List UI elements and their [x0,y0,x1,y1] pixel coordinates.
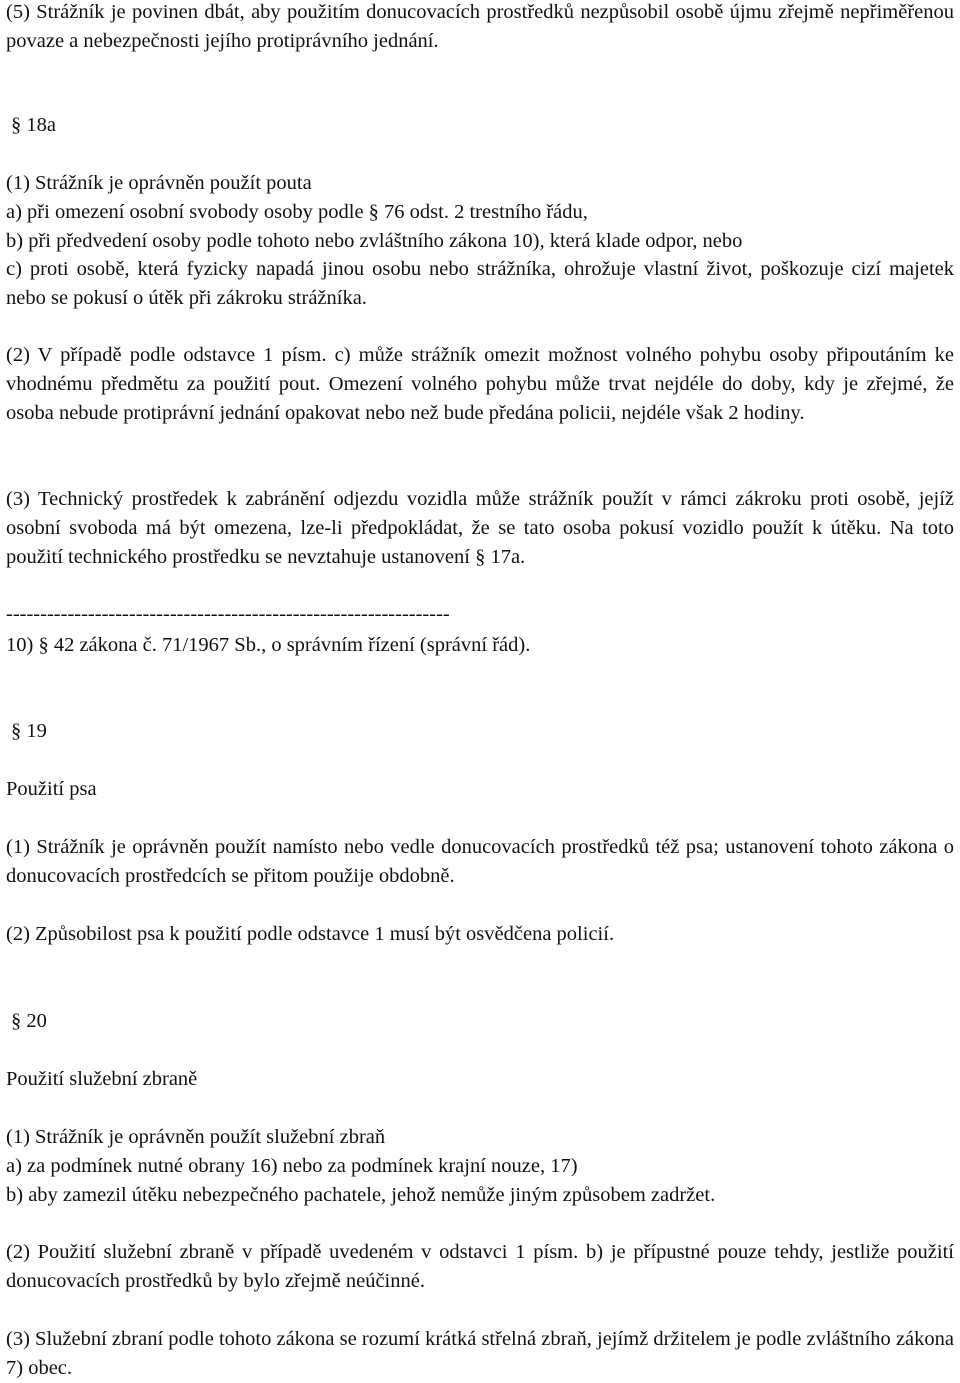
section-18a-paragraph-2: (2) V případě podle odstavce 1 písm. c) může strážník omezit možnost volného pohybu osoby připoutáním ke vhodnému předmětu za použití pout. Omezení volného pohybu může trvat nejdéle do doby, kdy je zřejmé, že osoba nebude protiprávní jednání opakovat nebo než bude předána policii, nejdéle však 2 hodiny. [6,344,954,424]
section-20-title: Použití služební zbraně [6,1068,198,1090]
list-item: c) proti osobě, která fyzicky napadá jinou osobu nebo strážníka, ohrožuje vlastní život, poškozuje cizí majetek nebo se pokusí o útěk při zákroku strážníka. [6,258,954,310]
list-item: a) za podmínek nutné obrany 16) nebo za podmínek krajní nouze, 17) [6,1154,578,1177]
footnote: 10) § 42 zákona č. 71/1967 Sb., o správním řízení (správní řád). [6,634,531,656]
section-19-paragraph-1: (1) Strážník je oprávněn použít namísto nebo vedle donucovacích prostředků též psa; ustanovení tohoto zákona o donucovacích prostředcích se přitom použije obdobně. [6,836,954,887]
list-item: (1) Strážník je oprávněn použít služební zbraň [6,1126,386,1148]
section-18a-paragraph-1 [6,169,954,313]
list-item: (1) Strážník je oprávněn použít pouta [6,172,312,194]
section-20-heading: § 20 [11,1010,47,1032]
paragraph-5: (5) Strážník je povinen dbát, aby použitím donucovacích prostředků nezpůsobil osobě újmu zřejmě nepřiměřenou povaze a nebezpečnosti jejího protiprávního jednání. [6,1,954,52]
list-item: b) aby zamezil útěku nebezpečného pachatele, jehož nemůže jiným způsobem zadržet. [6,1183,716,1206]
section-18a-paragraph-3: (3) Technický prostředek k zabránění odjezdu vozidla může strážník použít v rámci zákroku proti osobě, jejíž osobní svoboda má být omezena, lze-li předpokládat, že se tato osoba pokusí vozidlo použít k útěku. Na toto použití technického prostředku se nevztahuje ustanovení § 17a. [6,488,954,568]
footnote-separator: ----------------------------------------------------------------- [6,603,450,625]
section-19-title: Použití psa [6,778,97,800]
section-19-paragraph-2: (2) Způsobilost psa k použití podle odstavce 1 musí být osvědčena policií. [6,923,615,945]
section-19-heading: § 19 [11,720,47,742]
list-item: a) při omezení osobní svobody osoby podle § 76 odst. 2 trestního řádu, [6,200,588,223]
list-item: b) při předvedení osoby podle tohoto nebo zvláštního zákona 10), která klade odpor, nebo [6,229,743,252]
section-20-paragraph-3: (3) Služební zbraní podle tohoto zákona se rozumí krátká střelná zbraň, jejímž držitelem je podle zvláštního zákona 7) obec. [6,1328,954,1379]
section-20-paragraph-2: (2) Použití služební zbraně v případě uvedeném v odstavci 1 písm. b) je přípustné pouze tehdy, jestliže použití donucovacích prostředků by bylo zřejmě neúčinné. [6,1241,954,1292]
section-20-paragraph-1 [6,1123,954,1209]
section-18a-heading: § 18a [11,114,56,136]
